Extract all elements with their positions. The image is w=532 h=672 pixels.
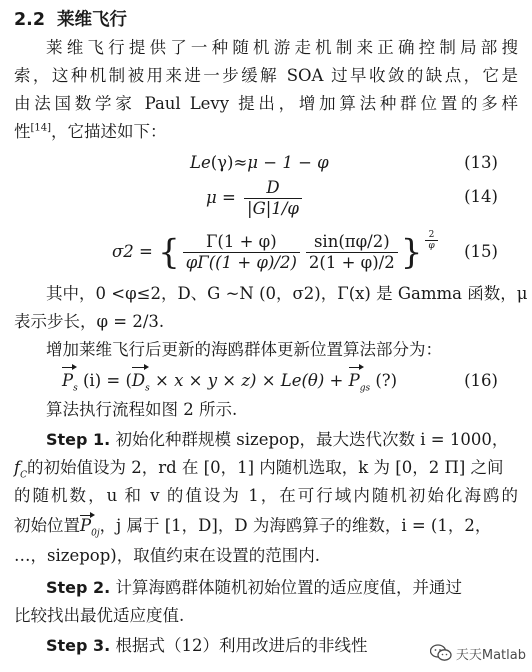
eq15-exp-num: 2 <box>428 230 435 240</box>
para4-line1: 算法执行流程如图 2 所示. <box>46 400 238 419</box>
eq16-vec-pgs: P <box>349 366 360 396</box>
eq15-den2: 2(1 + φ)/2 <box>306 252 398 273</box>
para1-line4 <box>14 120 518 144</box>
step1-fc: f <box>14 458 21 477</box>
eq13-number: (13) <box>464 153 498 172</box>
eq14-denominator: |G|1/φ <box>244 198 302 219</box>
eq15-right-brace: } <box>400 232 423 273</box>
step2-line2: 比较找出最优适应度值. <box>14 606 185 625</box>
eq13-rhs: ≈μ − 1 − φ <box>233 153 329 172</box>
watermark-text: 天天Matlab <box>455 647 526 663</box>
step1-line2 <box>14 456 518 480</box>
eq16-tail: (?) <box>375 371 398 390</box>
step1-fc-sub: C <box>20 470 27 481</box>
eq15-fraction2 <box>306 232 398 273</box>
eq16-vec-ps-sub: s <box>73 383 78 394</box>
step2-line1 <box>46 576 518 600</box>
eq15-number: (15) <box>464 242 498 261</box>
step1-vec-p0j-sub: 0j <box>91 528 100 539</box>
section-heading <box>14 8 518 32</box>
para3-line1: 增加莱维飞行后更新的海鸥群体更新位置算法部分为： <box>46 340 442 359</box>
para1-last-post: ，它描述如下： <box>51 122 167 141</box>
watermark <box>430 642 526 664</box>
eq16-mid: × x × y × z) × Le(θ) + <box>155 371 349 390</box>
eq14-lhs: μ = <box>206 188 236 207</box>
step1-line2-text: 的初始值设为 2，rd 在 [0，1] 内随机选取，k 为 [0，2 Π] 之间 <box>27 458 504 477</box>
step1-line4 <box>14 514 518 538</box>
para1-line1: 莱维飞行提供了一种随机游走机制来正确控制局部搜 <box>46 38 518 57</box>
para1-line3: 由法国数学家 Paul Levy 提出，增加算法种群位置的多样 <box>14 94 518 113</box>
eq16-vec-ds-sub: s <box>145 383 150 394</box>
para1-line2: 索，这种机制被用来进一步缓解 SOA 过早收敛的缺点，它是 <box>14 66 518 85</box>
step1-line1-text: 初始化种群规模 sizepop，最大迭代次数 i = 1000， <box>115 430 509 449</box>
section-number: 2.2 <box>14 10 46 30</box>
step1-line4-pre: 初始位置 <box>14 516 80 535</box>
step3-label: Step 3. <box>46 636 111 655</box>
eq16-vec-ds: D <box>132 366 145 396</box>
eq13-lhs: Le <box>190 153 211 172</box>
step1-line5: …，sizepop)，取值约束在设置的范围内. <box>14 546 320 565</box>
eq15-num1: Γ(1 + φ) <box>205 232 277 251</box>
eq13-arg: (γ) <box>210 153 234 172</box>
equation-14 <box>0 178 532 218</box>
eq16-arg: (i) = ( <box>82 371 132 390</box>
equation-13 <box>0 148 532 178</box>
eq15-den1: φΓ((1 + φ)/2) <box>183 252 300 273</box>
step1-line3: 的随机数，u 和 v 的值设为 1，在可行域内随机初始化海鸥的 <box>14 486 518 505</box>
equation-15 <box>0 228 532 276</box>
eq15-lhs: σ2 = <box>112 242 153 261</box>
para2-line2: 表示步长，φ = 2/3. <box>14 312 165 331</box>
step1-line4-text: ，j 属于 [1，D]，D 为海鸥算子的维数，i = (1，2， <box>99 516 492 535</box>
equation-16 <box>0 366 532 396</box>
eq16-number: (16) <box>464 371 498 390</box>
eq14-numerator: D <box>266 178 280 197</box>
eq15-fraction1 <box>183 232 300 273</box>
eq16-vec-pgs-sub: gs <box>359 383 371 394</box>
eq15-exponent <box>425 230 437 251</box>
step3-line1-text: 根据式（12）利用改进后的非线性 <box>115 636 368 655</box>
step1-label: Step 1. <box>46 430 111 449</box>
eq15-exp-den: φ <box>425 240 437 251</box>
eq14-number: (14) <box>464 187 498 206</box>
step2-line1-text: 计算海鸥群体随机初始位置的适应度值，并通过 <box>115 578 463 597</box>
para1-last-pre: 性 <box>14 122 31 141</box>
eq15-num2: sin(πφ/2) <box>313 232 390 251</box>
wechat-icon <box>430 644 452 662</box>
citation-ref: [14] <box>30 122 52 134</box>
step2-label: Step 2. <box>46 578 111 597</box>
eq15-left-brace: { <box>158 232 180 273</box>
section-title: 莱维飞行 <box>57 10 128 30</box>
step1-vec-p0j: P <box>80 514 91 538</box>
eq14-fraction <box>244 178 302 219</box>
para2-line1: 其中，0 <φ≤2，D、G ~N (0，σ2)，Γ(x) 是 Gamma 函数，μ <box>46 284 528 303</box>
eq16-vec-ps: P <box>62 366 73 396</box>
step1-line1 <box>46 428 518 452</box>
